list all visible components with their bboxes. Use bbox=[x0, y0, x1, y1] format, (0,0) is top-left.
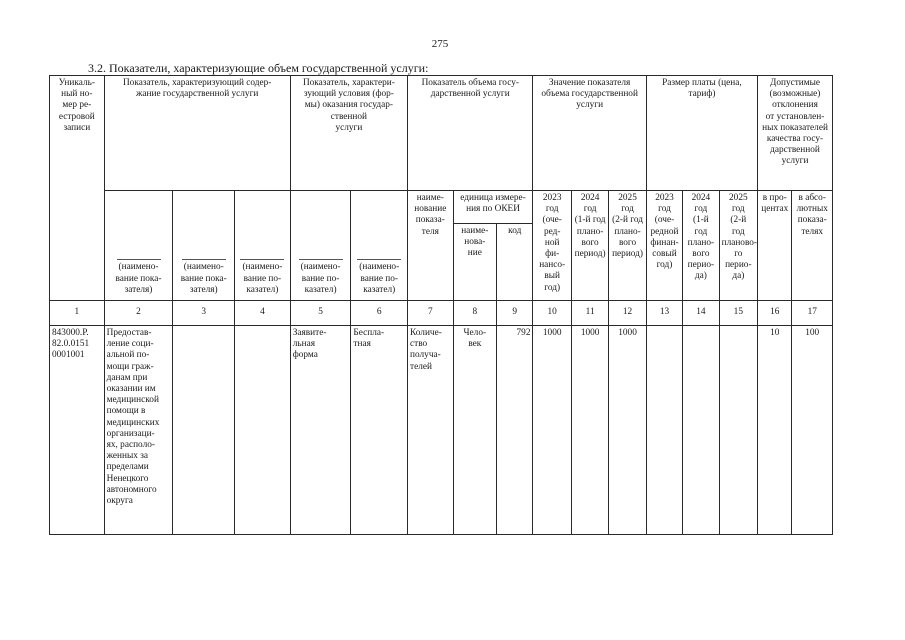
volume-2023-cell: 1000 bbox=[533, 326, 571, 535]
header-sub-name-3 bbox=[235, 191, 291, 301]
page-number: 275 bbox=[431, 38, 449, 50]
column-number: 6 bbox=[351, 301, 408, 326]
column-number: 2 bbox=[104, 301, 173, 326]
service-name-cell: Предостав- ление соци- альной по- мощи граж- данам при оказании им медицинской помощи в медицинских организаци- ях, располо- женных за пределами Ненецкого автономного округа bbox=[104, 326, 173, 535]
content-indicator-2-cell bbox=[173, 326, 235, 535]
header-row-top bbox=[50, 76, 833, 191]
table-row bbox=[50, 326, 833, 535]
deviation-absolute-cell: 100 bbox=[792, 326, 833, 535]
sub-name-4-text: (наимено- вание по- казател) bbox=[300, 262, 341, 295]
header-volume-2025: 2025 год (2-й год плано- вого период) bbox=[609, 191, 646, 301]
unit-code-cell: 792 bbox=[497, 326, 533, 535]
sub-name-1-text: (наимено- вание пока- зателя) bbox=[115, 262, 162, 295]
column-number: 1 bbox=[50, 301, 105, 326]
column-number: 13 bbox=[646, 301, 682, 326]
header-sub-name-4 bbox=[290, 191, 351, 301]
header-sub-name-2 bbox=[173, 191, 235, 301]
volume-2024-cell: 1000 bbox=[571, 326, 608, 535]
column-number: 9 bbox=[497, 301, 533, 326]
unit-name-cell: Чело- век bbox=[453, 326, 496, 535]
column-number: 17 bbox=[792, 301, 833, 326]
header-content-indicator: Показатель, характеризующий содер- жание государственной услуги bbox=[104, 76, 290, 191]
sub-name-3-text: (наимено- вание по- казател) bbox=[242, 262, 283, 295]
header-absolute: в абсо- лютных показа- телях bbox=[792, 191, 833, 301]
column-number: 8 bbox=[453, 301, 496, 326]
deviation-percent-cell: 10 bbox=[758, 326, 792, 535]
header-volume-2024: 2024 год (1-й год плано- вого период) bbox=[571, 191, 608, 301]
header-percent: в про- центах bbox=[758, 191, 792, 301]
column-number: 5 bbox=[290, 301, 351, 326]
column-number: 4 bbox=[235, 301, 291, 326]
header-unit-name: наиме- нова- ние bbox=[453, 224, 496, 301]
header-volume-2023: 2023 год (оче- ред- ной фи- нансо- вый год) bbox=[533, 191, 571, 301]
header-deviation: Допустимые (возможные) отклонения от установлен- ных показателей качества госу- дарственной услуги bbox=[758, 76, 833, 191]
header-fee-2023: 2023 год (оче- редной финан- совый год) bbox=[646, 191, 682, 301]
volume-indicators-table bbox=[49, 75, 833, 535]
sub-name-2-text: (наимено- вание пока- зателя) bbox=[180, 262, 227, 295]
column-number: 15 bbox=[719, 301, 757, 326]
header-sub-name-5 bbox=[351, 191, 408, 301]
header-okei-unit: единица измере- ния по ОКЕИ bbox=[453, 191, 533, 224]
column-number: 14 bbox=[683, 301, 719, 326]
fee-2025-cell bbox=[719, 326, 757, 535]
column-number: 10 bbox=[533, 301, 571, 326]
section-title: 3.2. Показатели, характеризующие объем государственной услуги: bbox=[88, 61, 429, 75]
sub-name-5-text: (наимено- вание по- казател) bbox=[359, 262, 400, 295]
column-numbers-row bbox=[50, 301, 833, 326]
header-unique-number: Уникаль- ный но- мер ре- естровой записи bbox=[50, 76, 105, 301]
fee-2024-cell bbox=[683, 326, 719, 535]
header-conditions-indicator: Показатель, характери- зующий условия (фор- мы) оказания государ- ственной услуги bbox=[290, 76, 407, 191]
payment-cell: Беспла- тная bbox=[351, 326, 408, 535]
header-sub-name-1 bbox=[104, 191, 173, 301]
fee-2023-cell bbox=[646, 326, 682, 535]
header-fee-2024: 2024 год (1-й год плано- вого перио- да) bbox=[683, 191, 719, 301]
header-indicator-name: наиме- нование показа- теля bbox=[408, 191, 454, 301]
header-volume-value: Значение показателя объема государственной услуги bbox=[533, 76, 646, 191]
column-number: 16 bbox=[758, 301, 792, 326]
header-fee: Размер платы (цена, тариф) bbox=[646, 76, 757, 191]
column-number: 11 bbox=[571, 301, 608, 326]
header-row-middle bbox=[50, 191, 833, 224]
form-cell: Заявите- льная форма bbox=[290, 326, 351, 535]
content-indicator-3-cell bbox=[235, 326, 291, 535]
header-fee-2025: 2025 год (2-й год планово- го перио- да) bbox=[719, 191, 757, 301]
header-volume-indicator: Показатель объема госу- дарственной услуги bbox=[408, 76, 533, 191]
indicator-name-cell: Количе- ство получа- телей bbox=[408, 326, 454, 535]
column-number: 7 bbox=[408, 301, 454, 326]
column-number: 3 bbox=[173, 301, 235, 326]
column-number: 12 bbox=[609, 301, 646, 326]
header-unit-code: код bbox=[497, 224, 533, 301]
registry-number-cell: 843000.Р. 82.0.0151 0001001 bbox=[50, 326, 105, 535]
volume-2025-cell: 1000 bbox=[609, 326, 646, 535]
